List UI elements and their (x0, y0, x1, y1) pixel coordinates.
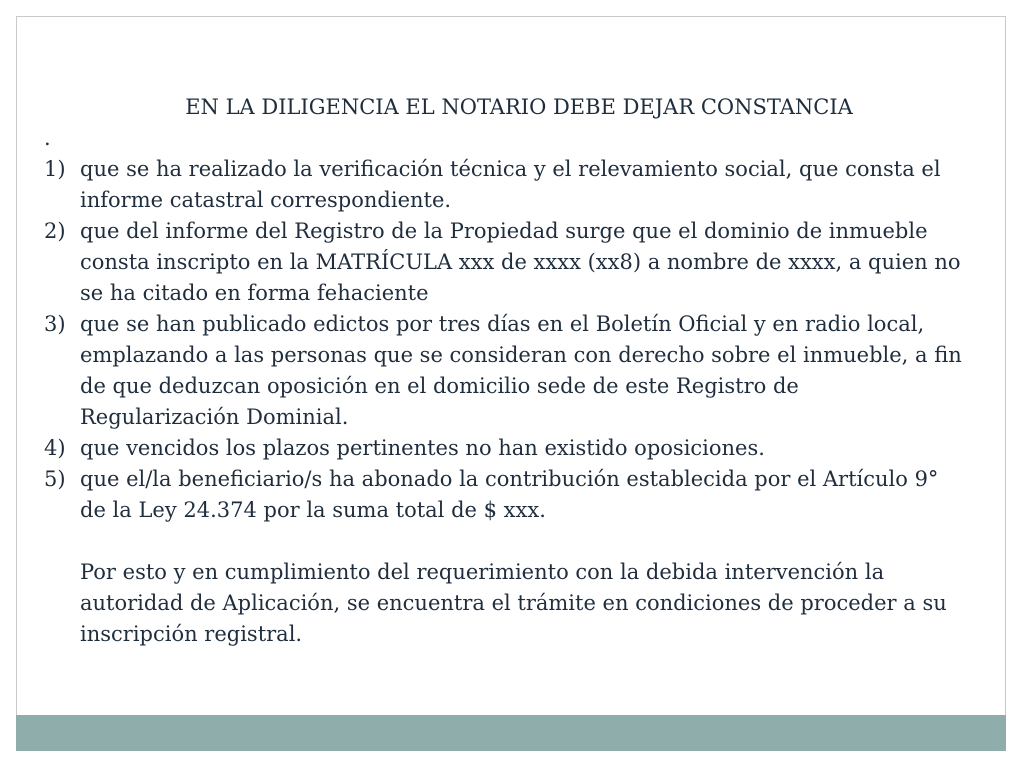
footer-bar (16, 715, 1006, 751)
list-item (44, 309, 964, 433)
list-item (44, 216, 964, 309)
list-item (44, 433, 964, 464)
list-item-text: que del informe del Registro de la Propiedad surge que el dominio de inmueble consta inscripto en la MATRÍCULA xxx de xxxx (xx8) a nombre de xxxx, a quien no se ha citado en forma fehaciente (80, 219, 961, 305)
list-item (44, 464, 964, 526)
list-item-number: 1) (44, 157, 66, 181)
list-item-text: que el/la beneficiario/s ha abonado la contribución establecida por el Artículo 9° de la Ley 24.374 por la suma total de $ xxx. (80, 467, 939, 522)
closing-paragraph: Por esto y en cumplimiento del requerimiento con la debida intervención la autoridad de Aplicación, se encuentra el trámite en condiciones de proceder a su inscripción registral. (80, 560, 947, 646)
separator-dot: . (44, 126, 51, 150)
list-item-text: que se han publicado edictos por tres días en el Boletín Oficial y en radio local, emplazando a las personas que se consideran con derecho sobre el inmueble, a fin de que deduzcan oposición en el domicilio sede de este Registro de Regularización Dominial. (80, 312, 962, 429)
list-item-text: que se ha realizado la verificación técnica y el relevamiento social, que consta el informe catastral correspondiente. (80, 157, 941, 212)
slide-content (44, 92, 964, 650)
list-item (44, 154, 964, 216)
slide-title: EN LA DILIGENCIA EL NOTARIO DEBE DEJAR CONSTANCIA (185, 95, 853, 119)
numbered-list (44, 154, 964, 526)
list-item-number: 5) (44, 467, 66, 491)
list-item-text: que vencidos los plazos pertinentes no han existido oposiciones. (80, 436, 765, 460)
list-item-number: 4) (44, 436, 66, 460)
list-item-number: 3) (44, 312, 66, 336)
list-item-number: 2) (44, 219, 66, 243)
